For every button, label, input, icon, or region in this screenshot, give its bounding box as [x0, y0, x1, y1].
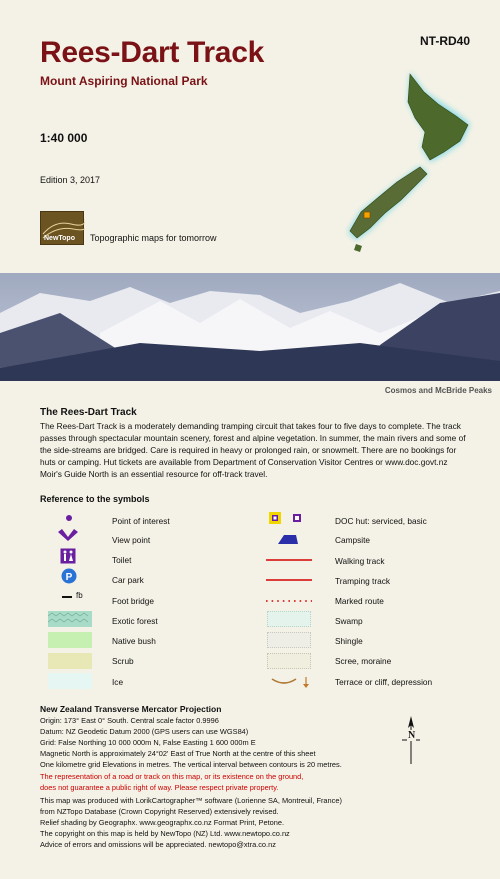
svg-text:P: P — [65, 572, 73, 583]
legend-car-park: Car park — [112, 575, 144, 585]
nz-location-map — [330, 62, 500, 262]
footbridge-abbr: fb — [76, 591, 83, 600]
stewart-island — [354, 244, 362, 252]
legend-point-of-interest: Point of interest — [112, 516, 170, 526]
map-subtitle: Mount Aspiring National Park — [40, 74, 208, 88]
legend-exotic-forest: Exotic forest — [112, 616, 158, 626]
tent-icon — [276, 533, 300, 545]
location-marker — [364, 212, 370, 218]
credits-line: Relief shading by Geographx. www.geographx.co.nz Format Print, Petone. — [40, 818, 285, 827]
legend-marked-route: Marked route — [335, 596, 384, 606]
scree-swatch — [267, 653, 311, 669]
legend-tramping-track: Tramping track — [335, 576, 391, 586]
tramping-track-icon — [266, 578, 312, 582]
mountain-photo — [0, 273, 500, 381]
walking-track-icon — [266, 558, 312, 562]
legend-view-point: View point — [112, 535, 151, 545]
logo-text: NewTopo — [44, 235, 75, 242]
legend-terrace: Terrace or cliff, depression — [335, 677, 433, 687]
edition-label: Edition 3, 2017 — [40, 175, 101, 185]
scrub-swatch — [48, 653, 92, 669]
intro-title: The Rees-Dart Track — [40, 407, 137, 418]
legend-shingle: Shingle — [335, 636, 363, 646]
parking-icon — [61, 568, 77, 584]
dot-icon — [64, 513, 74, 523]
access-warning-line: does not guarantee a public right of way. Please respect private property. — [40, 783, 279, 792]
credits-line: This map was produced with LorikCartographer™ software (Lorienne SA, Montreuil, France) — [40, 796, 342, 805]
toilet-icon — [60, 548, 76, 564]
photo-caption: Cosmos and McBride Peaks — [384, 386, 492, 395]
legend-toilet: Toilet — [112, 555, 132, 565]
legend-title: Reference to the symbols — [40, 494, 150, 504]
credits-line: The copyright on this map is held by NewTopo (NZ) Ltd. www.newtopo.co.nz — [40, 829, 290, 838]
marked-route-icon — [266, 599, 312, 603]
intro-text: The Rees-Dart Track is a moderately demanding tramping circuit that takes four to five days to complete. The track passes through spectacular mountain scenery, forest and alpine vegetation. In summer, the main rivers and some of the side-streams are bridged. Care is required in heavy or prolonged rain, or snowmelt. There are no bookings for huts or camping. Hut tickets are available from Department of Conservation Visitor Centres or www.doc.govt.nz Moir's Guide North is an essential resource for off-track travel. — [40, 421, 466, 479]
legend-walking-track: Walking track — [335, 556, 385, 566]
exotic-forest-swatch — [48, 611, 92, 627]
access-warning-line: The representation of a road or track on this map, or its existence on the ground, — [40, 772, 304, 781]
swamp-swatch — [267, 611, 311, 627]
tagline: Topographic maps for tomorrow — [90, 233, 217, 243]
ice-swatch — [48, 673, 92, 689]
forest-pattern-icon — [48, 611, 92, 627]
viewpoint-icon — [56, 528, 80, 542]
projection-line: Grid: False Northing 10 000 000m N, False Easting 1 600 000m E — [40, 738, 256, 747]
footbridge-icon — [62, 594, 74, 600]
legend-scree: Scree, moraine — [335, 656, 392, 666]
legend-native-bush: Native bush — [112, 636, 156, 646]
shingle-swatch — [267, 632, 311, 648]
legend-swamp: Swamp — [335, 616, 363, 626]
newtopo-logo — [40, 211, 84, 245]
legend-foot-bridge: Foot bridge — [112, 596, 154, 606]
projection-line: One kilometre grid Elevations in metres. The vertical interval between contours is 20 metres. — [40, 760, 342, 769]
north-label: N — [408, 730, 416, 741]
projection-line: Origin: 173° East 0° South. Central scale factor 0.9996 — [40, 716, 219, 725]
legend-scrub: Scrub — [112, 656, 134, 666]
native-bush-swatch — [48, 632, 92, 648]
north-arrow-icon — [400, 716, 422, 766]
credits-line: from NZTopo Database (Crown Copyright Reserved) extensively revised. — [40, 807, 279, 816]
sheet-code: NT-RD40 — [419, 34, 470, 48]
projection-title: New Zealand Transverse Mercator Projection — [40, 704, 222, 714]
legend-ice: Ice — [112, 677, 124, 687]
map-scale: 1:40 000 — [40, 131, 88, 145]
projection-line: Magnetic North is approximately 24°02' East of True North at the centre of this sheet — [40, 749, 316, 758]
legend-campsite: Campsite — [335, 535, 371, 545]
legend-doc-hut: DOC hut: serviced, basic — [335, 516, 427, 526]
projection-line: Datum: NZ Geodetic Datum 2000 (GPS users can use WGS84) — [40, 727, 249, 736]
hut-icon — [268, 511, 304, 525]
terrace-icon — [270, 675, 314, 689]
map-title: Rees-Dart Track — [40, 36, 264, 69]
south-island — [350, 167, 427, 238]
credits-line: Advice of errors and omissions will be appreciated. newtopo@xtra.co.nz — [40, 840, 276, 849]
